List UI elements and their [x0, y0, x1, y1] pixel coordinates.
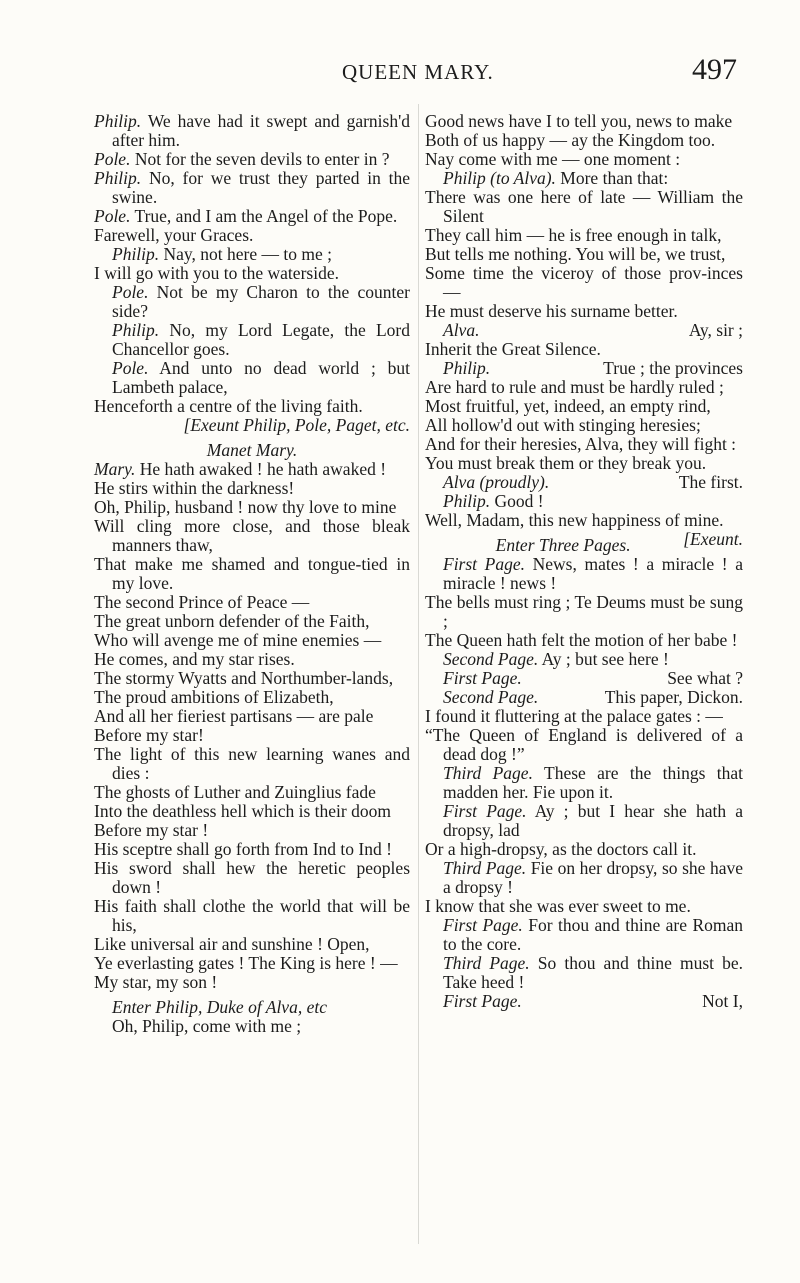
verse-line [112, 245, 410, 264]
column-divider [418, 104, 419, 1244]
line-text: The bells must ring ; Te Deums must be sung ; [425, 592, 743, 631]
speaker-name: Philip. [94, 168, 142, 188]
line-text: All hollow'd out with stinging heresies; [425, 415, 701, 435]
verse-line [94, 973, 410, 992]
speaker-name: Pole. [94, 206, 131, 226]
line-text: Will cling more close, and those bleak manners thaw, [94, 516, 410, 555]
line-text: Before my star ! [94, 820, 209, 840]
line-text: There was one here of late — William the Silent [425, 187, 743, 226]
speaker-name: Philip. [94, 111, 142, 131]
verse-line [425, 593, 743, 631]
verse-line [94, 726, 410, 745]
line-text: See what ? [667, 668, 743, 688]
verse-line [94, 555, 410, 593]
verse-line [94, 821, 410, 840]
verse-line [94, 226, 410, 245]
verse-line [443, 916, 743, 954]
line-text: He stirs within the darkness! [94, 478, 295, 498]
line-text: Oh, Philip, come with me ; [112, 1016, 302, 1036]
line-text: For thou and thine are Roman to the core. [443, 915, 743, 954]
line-text: That make me shamed and tongue-tied in my love. [94, 554, 410, 593]
verse-line [425, 726, 743, 764]
speaker-name: Second Page. [443, 687, 539, 707]
right-column [425, 112, 743, 1011]
line-text: His sword shall hew the heretic peoples down ! [94, 858, 410, 897]
verse-line [443, 650, 743, 669]
line-text: The proud ambitions of Elizabeth, [94, 687, 334, 707]
running-title: QUEEN MARY. [342, 60, 494, 84]
verse-line [425, 150, 743, 169]
verse-line [94, 669, 410, 688]
verse-line [94, 840, 410, 859]
stage-direction [112, 998, 410, 1017]
verse-line [443, 688, 743, 707]
verse-line [112, 321, 410, 359]
stage-direction [94, 416, 410, 435]
verse-line [94, 112, 410, 150]
verse-line [425, 454, 743, 473]
speaker-name: Third Page. [443, 858, 527, 878]
speaker-name: Second Page. [443, 649, 539, 669]
line-text: Like universal air and sunshine ! Open, [94, 934, 370, 954]
line-text: Inherit the Great Silence. [425, 339, 601, 359]
line-text: The great unborn defender of the Faith, [94, 611, 370, 631]
line-text: Or a high-dropsy, as the doctors call it. [425, 839, 697, 859]
page-number: 497 [692, 53, 737, 86]
verse-line [425, 245, 743, 264]
speaker-name: First Page. [443, 668, 522, 688]
line-text: Well, Madam, this new happiness of mine. [425, 510, 724, 530]
verse-line [94, 745, 410, 783]
line-text: The second Prince of Peace — [94, 592, 310, 612]
verse-line [443, 321, 743, 340]
page-header [0, 53, 800, 100]
verse-line [425, 264, 743, 302]
line-text: You must break them or they break you. [425, 453, 707, 473]
verse-line [443, 954, 743, 992]
line-text: The ghosts of Luther and Zuinglius fade [94, 782, 376, 802]
line-text: Both of us happy — ay the Kingdom too. [425, 130, 716, 150]
line-text: No, my Lord Legate, the Lord Chancellor goes. [112, 320, 410, 359]
line-text: He must deserve his surname better. [425, 301, 678, 321]
verse-line [94, 150, 410, 169]
line-text: Not I, [702, 991, 743, 1011]
speaker-name: Philip (to Alva). [443, 168, 556, 188]
line-text: Are hard to rule and must be hardly ruled ; [425, 377, 724, 397]
verse-line [443, 669, 743, 688]
verse-line [443, 764, 743, 802]
line-text: More than that: [560, 168, 669, 188]
speaker-name: Third Page. [443, 953, 530, 973]
verse-line [94, 650, 410, 669]
verse-line [425, 897, 743, 916]
stage-direction-text: Enter Three Pages. [495, 535, 631, 555]
verse-line [425, 188, 743, 226]
line-text: Before my star! [94, 725, 204, 745]
line-text: True ; the provinces [603, 358, 743, 378]
verse-line [94, 460, 410, 479]
speaker-name: Pole. [112, 282, 149, 302]
verse-line [443, 492, 743, 511]
verse-line [443, 859, 743, 897]
verse-line [94, 935, 410, 954]
verse-line [443, 169, 743, 188]
verse-line [94, 954, 410, 973]
line-text: Nay, not here — to me ; [163, 244, 333, 264]
line-text: My star, my son ! [94, 972, 218, 992]
verse-line [94, 897, 410, 935]
line-text: “The Queen of England is delivered of a dead dog !” [425, 725, 743, 764]
verse-line [443, 802, 743, 840]
line-text: Nay come with me — one moment : [425, 149, 681, 169]
verse-line [94, 207, 410, 226]
verse-line [94, 631, 410, 650]
line-text: Not be my Charon to the counter side? [112, 282, 410, 321]
line-text: Who will avenge me of mine enemies — [94, 630, 382, 650]
line-text: I know that she was ever sweet to me. [425, 896, 691, 916]
line-text: Most fruitful, yet, indeed, an empty rind, [425, 396, 711, 416]
verse-line [94, 397, 410, 416]
left-column [94, 112, 410, 1036]
verse-line [425, 707, 743, 726]
verse-line [94, 859, 410, 897]
line-text: No, for we trust they parted in the swine. [112, 168, 411, 207]
speaker-name: First Page. [443, 991, 522, 1011]
stage-direction-text: [Exeunt Philip, Pole, Paget, etc. [183, 415, 410, 435]
line-text: Oh, Philip, husband ! now thy love to mine [94, 497, 397, 517]
verse-line [443, 473, 743, 492]
verse-line [425, 302, 743, 321]
line-text: And all her fieriest partisans — are pale [94, 706, 374, 726]
line-text: He comes, and my star rises. [94, 649, 295, 669]
verse-line [94, 264, 410, 283]
verse-line [112, 283, 410, 321]
verse-line [112, 359, 410, 397]
verse-line [112, 1017, 410, 1036]
line-text: Not for the seven devils to enter in ? [134, 149, 390, 169]
stage-direction-text: Manet Mary. [206, 440, 298, 460]
line-text: Henceforth a centre of the living faith. [94, 396, 363, 416]
speaker-name: Pole. [112, 358, 149, 378]
verse-line [443, 992, 743, 1011]
verse-line [425, 112, 743, 131]
speaker-name: Alva. [443, 320, 480, 340]
verse-line [425, 435, 743, 454]
line-text: The light of this new learning wanes and dies : [94, 744, 410, 783]
line-text: They call him — he is free enough in talk, [425, 225, 722, 245]
line-text: Ay ; but see here ! [541, 649, 669, 669]
line-text: Some time the viceroy of those prov-inces — [425, 263, 743, 302]
speaker-name: Philip. [443, 491, 491, 511]
speaker-name: Philip. [112, 320, 160, 340]
speaker-name: First Page. [443, 554, 525, 574]
verse-line [425, 416, 743, 435]
verse-line [425, 131, 743, 150]
speaker-name: Mary. [94, 459, 136, 479]
verse-line [425, 226, 743, 245]
line-text: He hath awaked ! he hath awaked ! [139, 459, 387, 479]
stage-direction-text: Enter Philip, Duke of Alva, etc [112, 997, 327, 1017]
line-text: Good news have I to tell you, news to make [425, 111, 733, 131]
speaker-name: First Page. [443, 915, 523, 935]
line-text: His sceptre shall go forth from Ind to Ind ! [94, 839, 392, 859]
line-text: Into the deathless hell which is their doom [94, 801, 391, 821]
line-text: Good ! [494, 491, 544, 511]
line-text: Farewell, your Graces. [94, 225, 254, 245]
speaker-name: First Page. [443, 801, 527, 821]
verse-line [94, 479, 410, 498]
line-text: These are the things that madden her. Fie upon it. [443, 763, 743, 802]
verse-line [94, 612, 410, 631]
verse-line [425, 378, 743, 397]
verse-line [94, 783, 410, 802]
line-text: True, and I am the Angel of the Pope. [134, 206, 398, 226]
line-text: I will go with you to the waterside. [94, 263, 339, 283]
line-text: Fie on her dropsy, so she have a dropsy ! [443, 858, 744, 897]
line-text: News, mates ! a miracle ! a miracle ! news ! [443, 554, 743, 593]
verse-line [425, 340, 743, 359]
verse-line [94, 593, 410, 612]
line-text: Ye everlasting gates ! The King is here ! — [94, 953, 398, 973]
stage-direction-text: [Exeunt. [683, 529, 743, 549]
line-text: And for their heresies, Alva, they will fight : [425, 434, 737, 454]
verse-line [443, 555, 743, 593]
verse-line [94, 169, 410, 207]
line-text: And unto no dead world ; but Lambeth palace, [112, 358, 410, 397]
verse-line [94, 517, 410, 555]
line-text: The stormy Wyatts and Northumber-lands, [94, 668, 394, 688]
line-text: But tells me nothing. You will be, we trust, [425, 244, 726, 264]
line-text: I found it fluttering at the palace gates : — [425, 706, 723, 726]
line-text: His faith shall clothe the world that will be his, [94, 896, 410, 935]
line-text: Ay, sir ; [688, 320, 743, 340]
line-text: We have had it swept and garnish'd after him. [112, 111, 410, 150]
speaker-name: Alva (proudly). [443, 472, 550, 492]
verse-line [94, 802, 410, 821]
speaker-name: Third Page. [443, 763, 533, 783]
verse-line [425, 840, 743, 859]
verse-line [94, 688, 410, 707]
speaker-name: Philip. [112, 244, 160, 264]
speaker-name: Philip. [443, 358, 491, 378]
verse-line [94, 707, 410, 726]
line-text: The Queen hath felt the motion of her babe ! [425, 630, 738, 650]
line-text: So thou and thine must be. Take heed ! [443, 953, 744, 992]
verse-line [425, 397, 743, 416]
verse-line [94, 498, 410, 517]
verse-line [425, 631, 743, 650]
line-text: This paper, Dickon. [604, 687, 743, 707]
line-text: The first. [678, 472, 743, 492]
line-text: Ay ; but I hear she hath a dropsy, lad [443, 801, 743, 840]
speaker-name: Pole. [94, 149, 131, 169]
stage-direction [94, 441, 410, 460]
verse-line [443, 359, 743, 378]
